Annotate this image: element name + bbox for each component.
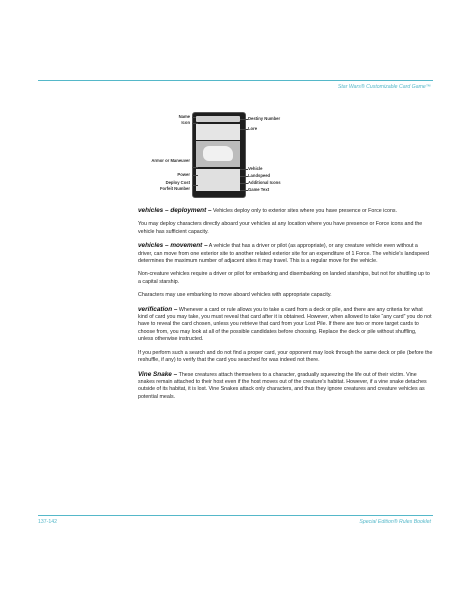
label-destiny: Destiny Number bbox=[248, 116, 281, 121]
footer-title: Special Edition® Rules Booklet bbox=[359, 519, 431, 525]
label-vehicle: Vehicle bbox=[248, 166, 263, 171]
card-vehicle-picture bbox=[203, 146, 233, 161]
glossary-paragraph bbox=[138, 221, 433, 236]
label-icon: Icon bbox=[181, 120, 190, 125]
label-forfeit: Forfeit Number bbox=[159, 186, 190, 191]
glossary-paragraph bbox=[138, 271, 433, 286]
label-power: Power bbox=[177, 172, 190, 177]
label-name: Name bbox=[178, 114, 190, 119]
card-title-bar bbox=[196, 116, 240, 122]
glossary-entry bbox=[138, 242, 433, 265]
leader-line bbox=[240, 183, 248, 184]
rules-text bbox=[138, 207, 433, 407]
label-game-text: Game Text bbox=[248, 187, 270, 192]
entry-text: These creatures attach themselves to a character, gradually squeezing the life out of their victim. Vine snakes remain attached to their host even if the host moves out of the creature's habitat. However, if a vine snake detaches outside of its habitat, it is lost. Vine Snakes attack only characters, and thus they ignore creatures and creature vehicles as potential meals. bbox=[138, 371, 427, 400]
entry-term: Vine Snake – bbox=[138, 370, 178, 378]
entry-term: vehicles – deployment – bbox=[138, 207, 212, 214]
card-game-text-area bbox=[196, 169, 240, 191]
card-image bbox=[192, 112, 246, 198]
label-landspeed: Landspeed bbox=[248, 173, 271, 178]
glossary-paragraph bbox=[138, 292, 433, 299]
leader-line bbox=[240, 169, 248, 170]
leader-line bbox=[192, 117, 196, 118]
glossary-entry bbox=[138, 371, 433, 402]
entry-text: Non-creature vehicles require a driver or pilot for embarking and disembarking on landed starships, but not for shuttling up to a capital starship. bbox=[138, 271, 430, 285]
leader-line bbox=[240, 129, 248, 130]
entry-text: You may deploy characters directly aboard your vehicles at any location where you have presence or Force icons and the vehicle has sufficient capacity. bbox=[138, 221, 423, 235]
label-additional-icons: Additional Icons bbox=[248, 180, 281, 185]
leader-line bbox=[240, 119, 248, 120]
label-armor: Armor or Maneuver bbox=[151, 158, 190, 163]
leader-line bbox=[192, 185, 198, 186]
entry-text: If you perform such a search and do not find a proper card, your opponent may look through the same deck or pile (before the reshuffle, if any) to verify that the card you searched for was indeed not there. bbox=[138, 349, 433, 364]
page-number: 137-142 bbox=[38, 519, 58, 525]
card-lore-area bbox=[196, 124, 240, 140]
entry-text: Vehicles deploy only to exterior sites where you have presence or Force icons. bbox=[211, 208, 398, 214]
header-rule bbox=[38, 80, 433, 81]
entry-text: A vehicle that has a driver or pilot (as appropriate), or any creature vehicle even without a driver, can move from one exterior site to another related exterior site for an expenditure of 1 Force. The vehicle's landspeed determines the maximum number of adjacent sites it may travel. This is a regular move for the vehicle. bbox=[138, 243, 429, 265]
card-anatomy-diagram bbox=[150, 112, 330, 197]
entry-term: verification – bbox=[138, 305, 178, 313]
label-deploy-cost: Deploy Cost bbox=[165, 180, 190, 185]
leader-line bbox=[240, 190, 248, 191]
glossary-paragraph bbox=[138, 350, 433, 365]
leader-line bbox=[192, 175, 198, 176]
entry-text: Whenever a card or rule allows you to take a card from a deck or pile, and there are any criteria for what kind of card you may take, you must reveal that card after it is obtained. However, when allowed to take “any card” you do not have to reveal the card chosen, unless you retrieve that card from your Lost Pile. If there are two or more target cards to choose from, you may look at all of the possible candidates before choosing. Replace the deck or pile without shuffling, unless otherwise instructed. bbox=[138, 306, 432, 343]
leader-line bbox=[240, 176, 248, 177]
glossary-entry bbox=[138, 306, 433, 344]
header-title: Star Wars® Customizable Card Game™ bbox=[337, 84, 431, 90]
label-lore: Lore bbox=[248, 126, 258, 131]
leader-line bbox=[192, 123, 198, 124]
entry-text: Characters may use embarking to move aboard vehicles with appropriate capacity. bbox=[138, 292, 332, 299]
leader-line bbox=[192, 167, 198, 168]
footer-rule bbox=[38, 515, 433, 516]
entry-term: vehicles – movement – bbox=[138, 242, 208, 250]
glossary-entry bbox=[138, 207, 433, 215]
